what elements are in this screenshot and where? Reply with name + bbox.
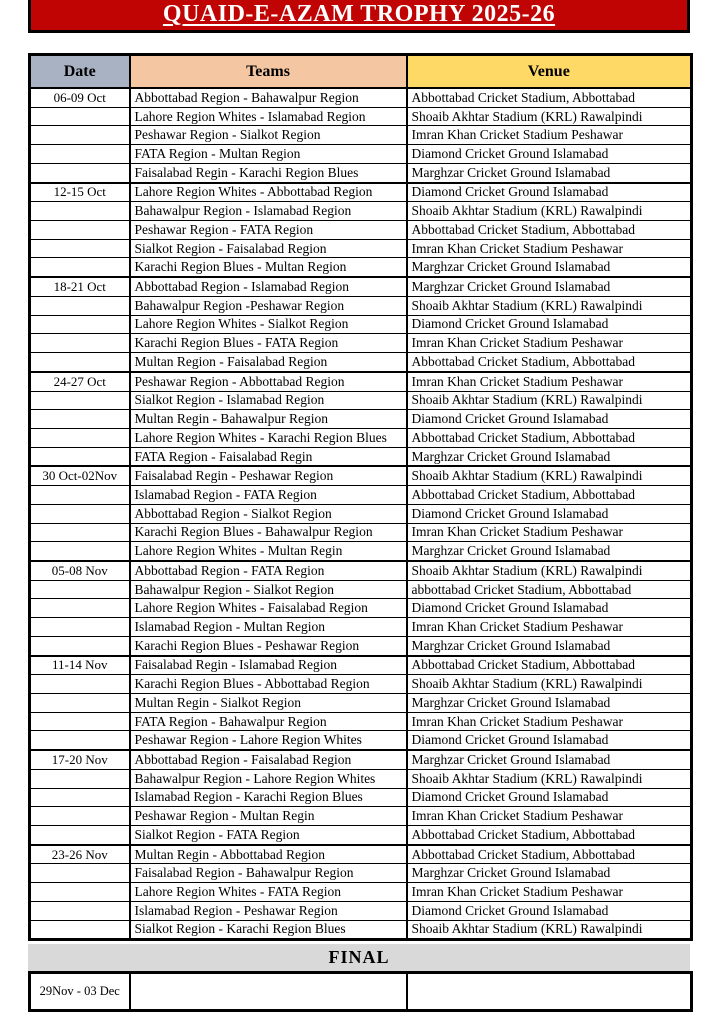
venue-cell: Abbottabad Cricket Stadium, Abbottabad xyxy=(407,486,692,505)
page-title: QUAID-E-AZAM TROPHY 2025-26 xyxy=(162,1,556,27)
date-cell: 06-09 Oct xyxy=(30,88,130,107)
final-heading: FINAL xyxy=(328,947,390,967)
teams-cell: Islamabad Region - Karachi Region Blues xyxy=(130,788,407,807)
schedule-row xyxy=(30,636,692,655)
teams-cell: Lahore Region Whites - Karachi Region Blues xyxy=(130,428,407,447)
teams-cell: Sialkot Region - Faisalabad Region xyxy=(130,239,407,258)
date-cell xyxy=(30,486,130,505)
date-cell: 12-15 Oct xyxy=(30,183,130,202)
date-cell xyxy=(30,864,130,883)
teams-cell: Sialkot Region - FATA Region xyxy=(130,826,407,845)
venue-cell: Shoaib Akhtar Stadium (KRL) Rawalpindi xyxy=(407,561,692,580)
header-row xyxy=(30,55,692,89)
venue-cell: Diamond Cricket Ground Islamabad xyxy=(407,788,692,807)
venue-cell: Shoaib Akhtar Stadium (KRL) Rawalpindi xyxy=(407,391,692,410)
schedule-row xyxy=(30,334,692,353)
date-cell xyxy=(30,618,130,637)
teams-cell: Bahawalpur Region -Peshawar Region xyxy=(130,296,407,315)
schedule-row xyxy=(30,864,692,883)
date-cell xyxy=(30,901,130,920)
venue-cell: Diamond Cricket Ground Islamabad xyxy=(407,183,692,202)
venue-cell: Diamond Cricket Ground Islamabad xyxy=(407,901,692,920)
date-cell xyxy=(30,636,130,655)
schedule-row xyxy=(30,580,692,599)
schedule-row xyxy=(30,712,692,731)
teams-cell: Multan Regin - Bahawalpur Region xyxy=(130,410,407,429)
date-cell: 17-20 Nov xyxy=(30,750,130,769)
schedule-row xyxy=(30,428,692,447)
date-cell xyxy=(30,523,130,542)
teams-cell: Lahore Region Whites - Islamabad Region xyxy=(130,107,407,126)
teams-cell: Abbottabad Region - Sialkot Region xyxy=(130,504,407,523)
schedule-row xyxy=(30,542,692,561)
schedule-row xyxy=(30,486,692,505)
teams-cell: Multan Region - Faisalabad Region xyxy=(130,353,407,372)
teams-cell: FATA Region - Multan Region xyxy=(130,145,407,164)
venue-cell: Shoaib Akhtar Stadium (KRL) Rawalpindi xyxy=(407,675,692,694)
schedule-row xyxy=(30,447,692,466)
venue-cell: Imran Khan Cricket Stadium Peshawar xyxy=(407,523,692,542)
teams-cell: Peshawar Region - Abbottabad Region xyxy=(130,372,407,391)
teams-cell: Abbottabad Region - Islamabad Region xyxy=(130,277,407,296)
teams-cell: Sialkot Region - Karachi Region Blues xyxy=(130,920,407,940)
teams-cell: Lahore Region Whites - Abbottabad Region xyxy=(130,183,407,202)
teams-cell: Multan Regin - Sialkot Region xyxy=(130,694,407,713)
teams-cell: Bahawalpur Region - Islamabad Region xyxy=(130,202,407,221)
date-cell xyxy=(30,504,130,523)
teams-cell: Peshawar Region - FATA Region xyxy=(130,221,407,240)
date-cell xyxy=(30,920,130,940)
date-cell xyxy=(30,769,130,788)
venue-cell: Imran Khan Cricket Stadium Peshawar xyxy=(407,807,692,826)
venue-cell: Abbottabad Cricket Stadium, Abbottabad xyxy=(407,221,692,240)
venue-cell: Imran Khan Cricket Stadium Peshawar xyxy=(407,126,692,145)
schedule-row xyxy=(30,277,692,296)
schedule-row xyxy=(30,750,692,769)
venue-cell: Marghzar Cricket Ground Islamabad xyxy=(407,258,692,277)
date-cell xyxy=(30,334,130,353)
date-cell xyxy=(30,675,130,694)
schedule-row xyxy=(30,523,692,542)
date-cell xyxy=(30,391,130,410)
schedule-row xyxy=(30,769,692,788)
venue-cell: Diamond Cricket Ground Islamabad xyxy=(407,315,692,334)
teams-cell: Sialkot Region - Islamabad Region xyxy=(130,391,407,410)
schedule-row xyxy=(30,845,692,864)
title-banner xyxy=(28,0,690,33)
date-cell xyxy=(30,145,130,164)
date-cell xyxy=(30,239,130,258)
venue-cell: Imran Khan Cricket Stadium Peshawar xyxy=(407,712,692,731)
schedule-row xyxy=(30,221,692,240)
schedule-row xyxy=(30,258,692,277)
teams-cell: Lahore Region Whites - FATA Region xyxy=(130,883,407,902)
teams-cell: Islamabad Region - FATA Region xyxy=(130,486,407,505)
date-cell xyxy=(30,542,130,561)
column-header-teams: Teams xyxy=(130,55,407,89)
teams-cell: Faisalabad Regin - Islamabad Region xyxy=(130,656,407,675)
venue-cell: Marghzar Cricket Ground Islamabad xyxy=(407,542,692,561)
teams-cell: Faisalabad Regin - Karachi Region Blues xyxy=(130,163,407,182)
schedule-row xyxy=(30,296,692,315)
teams-cell: Multan Regin - Abbottabad Region xyxy=(130,845,407,864)
date-cell xyxy=(30,447,130,466)
venue-cell: Marghzar Cricket Ground Islamabad xyxy=(407,277,692,296)
date-cell xyxy=(30,107,130,126)
venue-cell: Imran Khan Cricket Stadium Peshawar xyxy=(407,334,692,353)
venue-cell: Diamond Cricket Ground Islamabad xyxy=(407,504,692,523)
schedule-row xyxy=(30,163,692,182)
final-section-header xyxy=(28,944,690,971)
date-cell xyxy=(30,202,130,221)
venue-cell: Shoaib Akhtar Stadium (KRL) Rawalpindi xyxy=(407,202,692,221)
venue-cell: Abbottabad Cricket Stadium, Abbottabad xyxy=(407,88,692,107)
venue-cell: Abbottabad Cricket Stadium, Abbottabad xyxy=(407,826,692,845)
schedule-row xyxy=(30,901,692,920)
schedule-row xyxy=(30,202,692,221)
date-cell xyxy=(30,694,130,713)
schedule-table xyxy=(28,53,693,941)
schedule-body xyxy=(30,88,692,940)
venue-cell: Shoaib Akhtar Stadium (KRL) Rawalpindi xyxy=(407,296,692,315)
teams-cell: Lahore Region Whites - Sialkot Region xyxy=(130,315,407,334)
date-cell xyxy=(30,296,130,315)
date-cell xyxy=(30,807,130,826)
date-cell: 24-27 Oct xyxy=(30,372,130,391)
teams-cell: Bahawalpur Region - Lahore Region Whites xyxy=(130,769,407,788)
schedule-row xyxy=(30,107,692,126)
venue-cell: abbottabad Cricket Stadium, Abbottabad xyxy=(407,580,692,599)
venue-cell: Imran Khan Cricket Stadium Peshawar xyxy=(407,372,692,391)
schedule-row xyxy=(30,920,692,940)
venue-cell: Diamond Cricket Ground Islamabad xyxy=(407,145,692,164)
date-cell xyxy=(30,599,130,618)
date-cell xyxy=(30,731,130,750)
teams-cell: Lahore Region Whites - Faisalabad Region xyxy=(130,599,407,618)
schedule-row xyxy=(30,561,692,580)
schedule-row xyxy=(30,504,692,523)
date-cell xyxy=(30,126,130,145)
date-cell xyxy=(30,221,130,240)
schedule-row xyxy=(30,372,692,391)
date-cell: 30 Oct-02Nov xyxy=(30,466,130,485)
date-cell xyxy=(30,826,130,845)
teams-cell: Peshawar Region - Lahore Region Whites xyxy=(130,731,407,750)
date-cell xyxy=(30,883,130,902)
venue-cell: Diamond Cricket Ground Islamabad xyxy=(407,599,692,618)
venue-cell: Marghzar Cricket Ground Islamabad xyxy=(407,447,692,466)
teams-cell: Abbottabad Region - FATA Region xyxy=(130,561,407,580)
teams-cell: Abbottabad Region - Faisalabad Region xyxy=(130,750,407,769)
final-teams-cell xyxy=(130,973,407,1011)
venue-cell: Marghzar Cricket Ground Islamabad xyxy=(407,750,692,769)
schedule-row xyxy=(30,315,692,334)
schedule-row xyxy=(30,466,692,485)
schedule-row xyxy=(30,807,692,826)
venue-cell: Imran Khan Cricket Stadium Peshawar xyxy=(407,883,692,902)
venue-cell: Shoaib Akhtar Stadium (KRL) Rawalpindi xyxy=(407,466,692,485)
schedule-row xyxy=(30,618,692,637)
date-cell: 23-26 Nov xyxy=(30,845,130,864)
teams-cell: Karachi Region Blues - FATA Region xyxy=(130,334,407,353)
teams-cell: Bahawalpur Region - Sialkot Region xyxy=(130,580,407,599)
teams-cell: Karachi Region Blues - Peshawar Region xyxy=(130,636,407,655)
teams-cell: Islamabad Region - Peshawar Region xyxy=(130,901,407,920)
final-row xyxy=(30,973,692,1011)
venue-cell: Imran Khan Cricket Stadium Peshawar xyxy=(407,618,692,637)
teams-cell: Islamabad Region - Multan Region xyxy=(130,618,407,637)
venue-cell: Abbottabad Cricket Stadium, Abbottabad xyxy=(407,656,692,675)
teams-cell: Karachi Region Blues - Abbottabad Region xyxy=(130,675,407,694)
column-header-venue: Venue xyxy=(407,55,692,89)
schedule-row xyxy=(30,656,692,675)
schedule-row xyxy=(30,88,692,107)
date-cell xyxy=(30,712,130,731)
schedule-row xyxy=(30,694,692,713)
venue-cell: Marghzar Cricket Ground Islamabad xyxy=(407,864,692,883)
schedule-header xyxy=(30,55,692,89)
schedule-row xyxy=(30,599,692,618)
date-cell: 11-14 Nov xyxy=(30,656,130,675)
date-cell xyxy=(30,410,130,429)
schedule-row xyxy=(30,675,692,694)
teams-cell: Karachi Region Blues - Multan Region xyxy=(130,258,407,277)
venue-cell: Diamond Cricket Ground Islamabad xyxy=(407,731,692,750)
venue-cell: Marghzar Cricket Ground Islamabad xyxy=(407,636,692,655)
schedule-row xyxy=(30,239,692,258)
final-date-cell: 29Nov - 03 Dec xyxy=(30,973,130,1011)
date-cell xyxy=(30,258,130,277)
date-cell xyxy=(30,788,130,807)
date-cell xyxy=(30,353,130,372)
schedule-row xyxy=(30,826,692,845)
date-cell: 05-08 Nov xyxy=(30,561,130,580)
venue-cell: Abbottabad Cricket Stadium, Abbottabad xyxy=(407,845,692,864)
schedule-row xyxy=(30,145,692,164)
teams-cell: FATA Region - Faisalabad Regin xyxy=(130,447,407,466)
venue-cell: Shoaib Akhtar Stadium (KRL) Rawalpindi xyxy=(407,107,692,126)
venue-cell: Diamond Cricket Ground Islamabad xyxy=(407,410,692,429)
schedule-row xyxy=(30,731,692,750)
date-cell xyxy=(30,163,130,182)
venue-cell: Shoaib Akhtar Stadium (KRL) Rawalpindi xyxy=(407,920,692,940)
column-header-date: Date xyxy=(30,55,130,89)
venue-cell: Marghzar Cricket Ground Islamabad xyxy=(407,694,692,713)
final-venue-cell xyxy=(407,973,692,1011)
teams-cell: FATA Region - Bahawalpur Region xyxy=(130,712,407,731)
venue-cell: Shoaib Akhtar Stadium (KRL) Rawalpindi xyxy=(407,769,692,788)
date-cell: 18-21 Oct xyxy=(30,277,130,296)
venue-cell: Marghzar Cricket Ground Islamabad xyxy=(407,163,692,182)
teams-cell: Faisalabad Region - Bahawalpur Region xyxy=(130,864,407,883)
teams-cell: Abbottabad Region - Bahawalpur Region xyxy=(130,88,407,107)
final-table xyxy=(28,971,693,1012)
schedule-row xyxy=(30,353,692,372)
venue-cell: Abbottabad Cricket Stadium, Abbottabad xyxy=(407,428,692,447)
teams-cell: Faisalabad Regin - Peshawar Region xyxy=(130,466,407,485)
schedule-row xyxy=(30,883,692,902)
schedule-row xyxy=(30,126,692,145)
teams-cell: Karachi Region Blues - Bahawalpur Region xyxy=(130,523,407,542)
schedule-row xyxy=(30,183,692,202)
date-cell xyxy=(30,428,130,447)
schedule-row xyxy=(30,410,692,429)
date-cell xyxy=(30,315,130,334)
teams-cell: Peshawar Region - Multan Regin xyxy=(130,807,407,826)
teams-cell: Peshawar Region - Sialkot Region xyxy=(130,126,407,145)
date-cell xyxy=(30,580,130,599)
schedule-row xyxy=(30,391,692,410)
venue-cell: Abbottabad Cricket Stadium, Abbottabad xyxy=(407,353,692,372)
schedule-row xyxy=(30,788,692,807)
venue-cell: Imran Khan Cricket Stadium Peshawar xyxy=(407,239,692,258)
teams-cell: Lahore Region Whites - Multan Regin xyxy=(130,542,407,561)
